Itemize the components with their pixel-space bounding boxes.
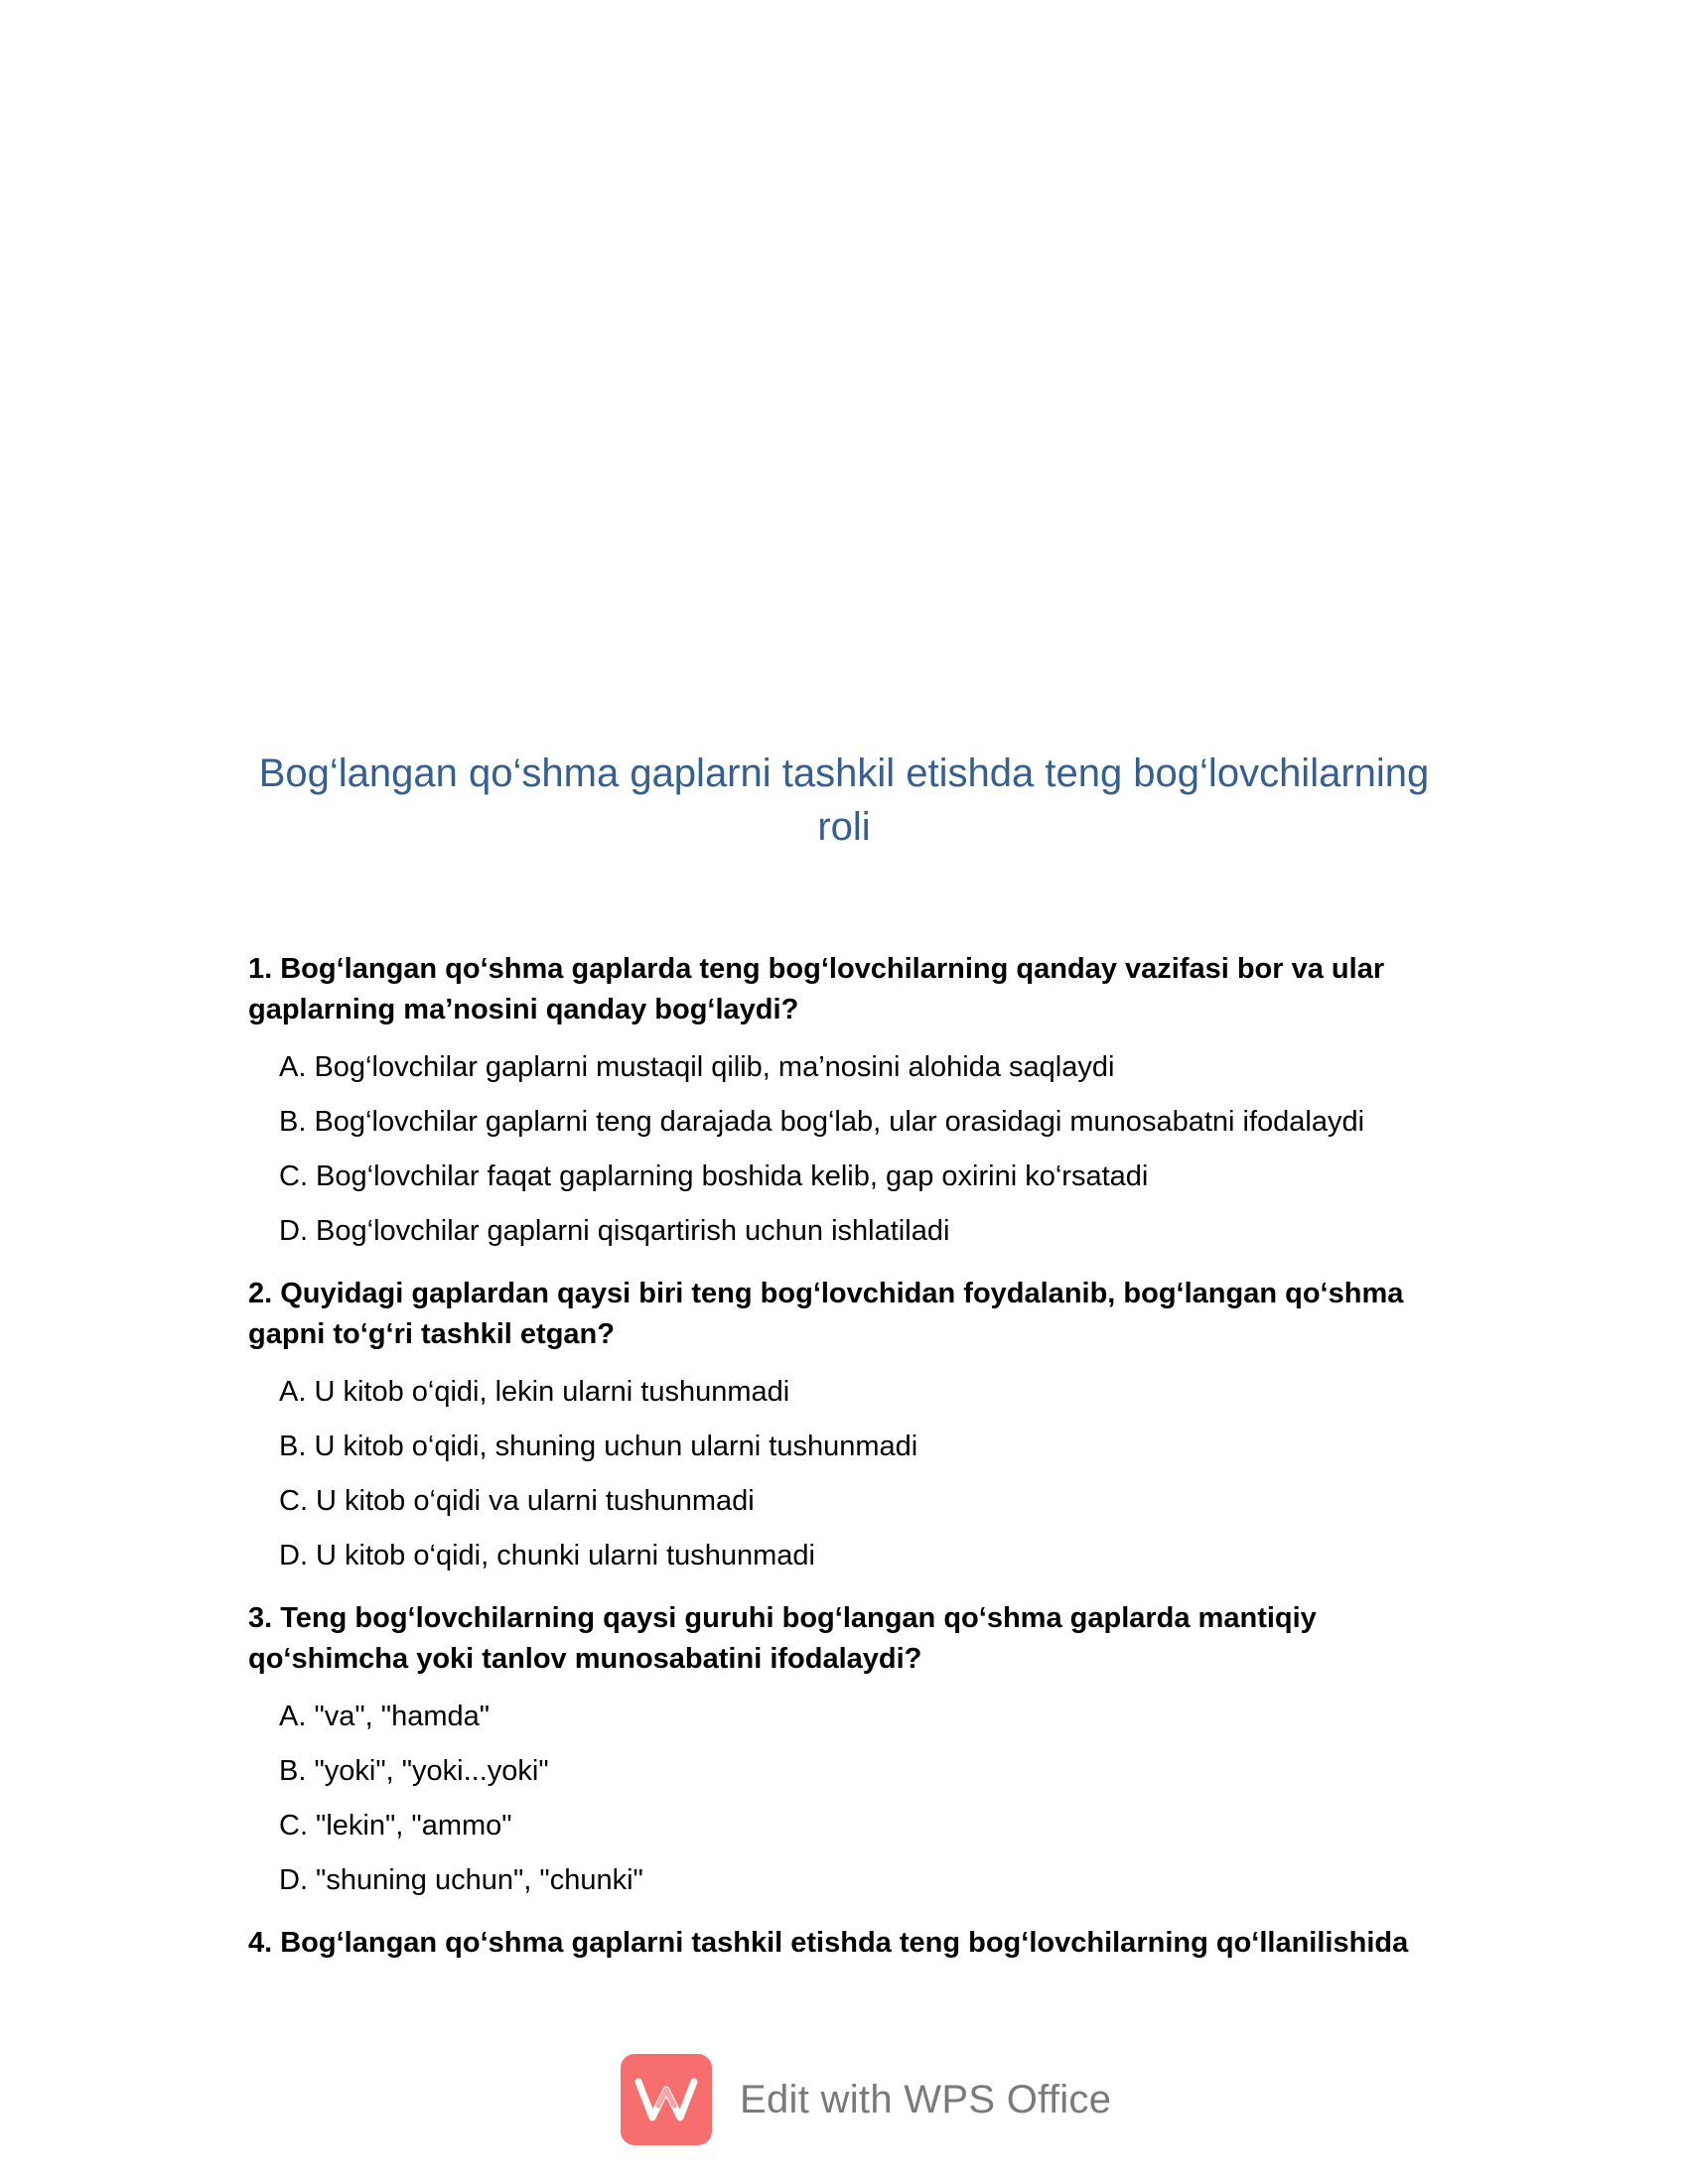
question-text: 2. Quyidagi gaplardan qaysi biri teng bog‘lovchidan foydalanib, bog‘langan qo‘shma gapni to‘g‘ri tashkil etgan? (248, 1278, 1404, 1350)
question-text: 3. Teng bog‘lovchilarning qaysi guruhi bog‘langan qo‘shma gaplarda mantiqiy qo‘shimcha yoki tanlov munosabatini ifodalaydi? (248, 1602, 1317, 1675)
question-2 (248, 1274, 1450, 1574)
answer-option: C. Bog‘lovchilar faqat gaplarning boshida kelib, gap oxirini ko‘rsatadi (279, 1160, 1149, 1192)
question-4 (248, 1923, 1450, 1964)
question-text: 1. Bog‘langan qo‘shma gaplarda teng bog‘lovchilarning qanday vazifasi bor va ular gaplarning ma’nosini qanday bog‘laydi? (248, 953, 1385, 1025)
wps-office-logo-icon[interactable] (621, 2054, 712, 2145)
answer-option: C. U kitob o‘qidi va ularni tushunmadi (279, 1485, 755, 1517)
question-3 (248, 1598, 1450, 1899)
answer-option: B. Bog‘lovchilar gaplarni teng darajada bog‘lab, ular orasidagi munosabatni ifodalaydi (279, 1106, 1365, 1138)
question-1 (248, 949, 1450, 1250)
answer-option: B. "yoki", "yoki...yoki" (279, 1755, 549, 1787)
answer-option: B. U kitob o‘qidi, shuning uchun ularni tushunmadi (279, 1431, 918, 1462)
answer-option: D. Bog‘lovchilar gaplarni qisqartirish uchun ishlatiladi (279, 1215, 950, 1247)
answer-option: D. "shuning uchun", "chunki" (279, 1864, 643, 1896)
answer-option: A. Bog‘lovchilar gaplarni mustaqil qilib, ma’nosini alohida saqlaydi (279, 1051, 1115, 1083)
answer-option: C. "lekin", "ammo" (279, 1810, 512, 1842)
question-list (248, 949, 1450, 1987)
question-text: 4. Bog‘langan qo‘shma gaplarni tashkil etishda teng bog‘lovchilarning qo‘llanilishida (248, 1927, 1409, 1959)
answer-option: D. U kitob o‘qidi, chunki ularni tushunmadi (279, 1540, 815, 1571)
document-title: Bog‘langan qo‘shma gaplarni tashkil etishda teng bog‘lovchilarning roli (258, 751, 1430, 849)
wps-edit-banner[interactable] (621, 2055, 1111, 2144)
answer-option: A. U kitob o‘qidi, lekin ularni tushunmadi (279, 1376, 790, 1408)
answer-option: A. "va", "hamda" (279, 1701, 491, 1732)
wps-edit-link[interactable]: Edit with WPS Office (740, 2077, 1112, 2121)
